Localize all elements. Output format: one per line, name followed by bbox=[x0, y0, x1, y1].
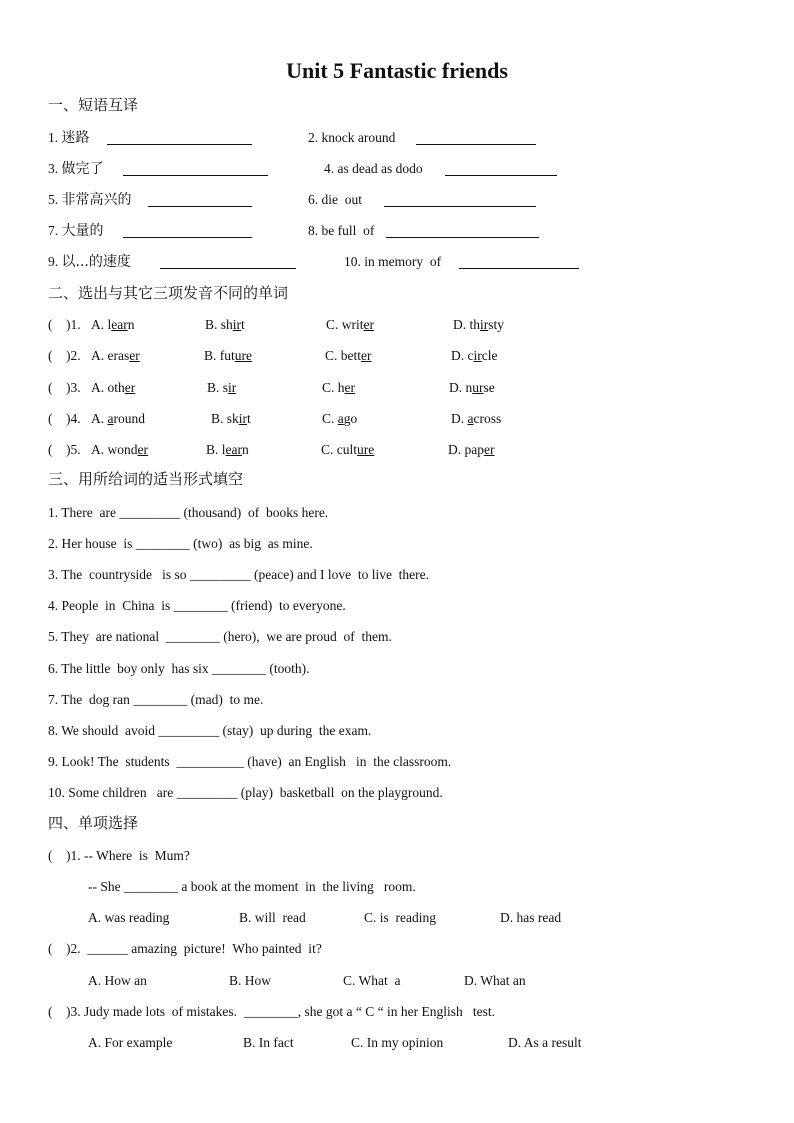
answer-blank[interactable]: _________ bbox=[158, 723, 220, 738]
phrase-item: 7. 大量的 bbox=[48, 223, 104, 239]
pronunciation-option-a[interactable]: A. eraser bbox=[91, 348, 140, 363]
phrase-item: 6. die out bbox=[308, 192, 362, 207]
fill-in-sentence: 10. Some children are _________ (play) basketball on the playground. bbox=[48, 785, 443, 800]
mc-option[interactable]: A. was reading bbox=[88, 910, 170, 925]
mc-option[interactable]: B. How bbox=[229, 973, 272, 988]
phrase-item: 8. be full of bbox=[308, 223, 375, 238]
pronunciation-option-a[interactable]: A. around bbox=[91, 411, 145, 426]
pronunciation-option-a[interactable]: A. other bbox=[91, 380, 136, 395]
fill-in-sentence: 6. The little boy only has six ________ (tooth). bbox=[48, 661, 310, 676]
answer-blank[interactable] bbox=[160, 254, 296, 269]
mc-option[interactable]: A. How an bbox=[88, 973, 147, 988]
phrase-item: 10. in memory of bbox=[344, 254, 442, 269]
phrase-item: 4. as dead as dodo bbox=[324, 161, 423, 176]
mc-question-line: -- She ________ a book at the moment in the living room. bbox=[88, 879, 416, 894]
pronunciation-option-b[interactable]: B. future bbox=[204, 348, 253, 363]
mc-question: ( )1. -- Where is Mum? bbox=[48, 848, 190, 863]
answer-blank[interactable] bbox=[107, 130, 252, 145]
pronunciation-question-number: ( )3. bbox=[48, 380, 81, 395]
answer-blank[interactable]: ________ bbox=[133, 692, 188, 707]
page-title: Unit 5 Fantastic friends bbox=[286, 58, 508, 83]
section-heading-fill-in: 三、用所给词的适当形式填空 bbox=[48, 470, 244, 488]
phrase-item: 3. 做完了 bbox=[48, 161, 104, 177]
mc-option[interactable]: B. In fact bbox=[243, 1035, 294, 1050]
answer-blank[interactable] bbox=[416, 130, 536, 145]
fill-in-sentence: 4. People in China is ________ (friend) to everyone. bbox=[48, 598, 346, 613]
pronunciation-question-number: ( )5. bbox=[48, 442, 81, 457]
phrase-item: 2. knock around bbox=[308, 130, 396, 145]
pronunciation-question-number: ( )4. bbox=[48, 411, 81, 426]
mc-option[interactable]: D. What an bbox=[464, 973, 526, 988]
answer-blank[interactable] bbox=[148, 192, 252, 207]
mc-option[interactable]: C. What a bbox=[343, 973, 401, 988]
section-heading-phrase-translation: 一、短语互译 bbox=[48, 96, 139, 114]
pronunciation-question-number: ( )1. bbox=[48, 317, 81, 332]
pronunciation-option-c[interactable]: C. her bbox=[322, 380, 356, 395]
section-heading-multiple-choice: 四、单项选择 bbox=[48, 814, 139, 832]
phrase-item: 1. 迷路 bbox=[48, 130, 90, 146]
pronunciation-option-d[interactable]: D. circle bbox=[451, 348, 498, 363]
pronunciation-option-a[interactable]: A. wonder bbox=[91, 442, 148, 457]
section-heading-pronunciation: 二、选出与其它三项发音不同的单词 bbox=[48, 284, 289, 302]
mc-option[interactable]: C. In my opinion bbox=[351, 1035, 444, 1050]
fill-in-sentence: 1. There are _________ (thousand) of books here. bbox=[48, 505, 329, 520]
pronunciation-option-c[interactable]: C. writer bbox=[326, 317, 375, 332]
phrase-item: 9. 以...的速度 bbox=[48, 254, 131, 270]
mc-question: ( )2. ______ amazing picture! Who painted it? bbox=[48, 941, 322, 956]
answer-blank[interactable]: ________ bbox=[173, 598, 228, 613]
answer-blank[interactable]: _________ bbox=[189, 567, 251, 582]
pronunciation-option-b[interactable]: B. sir bbox=[207, 380, 237, 395]
answer-blank[interactable]: ________ bbox=[165, 629, 220, 644]
mc-question: ( )3. Judy made lots of mistakes. ________, she got a “ C “ in her English test. bbox=[48, 1004, 495, 1019]
pronunciation-option-a[interactable]: A. learn bbox=[91, 317, 135, 332]
answer-blank[interactable] bbox=[123, 161, 268, 176]
answer-blank[interactable]: ________ bbox=[212, 661, 266, 676]
phrase-item: 5. 非常高兴的 bbox=[48, 192, 132, 208]
mc-option[interactable]: D. has read bbox=[500, 910, 562, 925]
mc-option[interactable]: D. As a result bbox=[508, 1035, 582, 1050]
fill-in-sentence: 7. The dog ran ________ (mad) to me. bbox=[48, 692, 264, 707]
pronunciation-question-number: ( )2. bbox=[48, 348, 81, 363]
pronunciation-option-d[interactable]: D. paper bbox=[448, 442, 495, 457]
fill-in-sentence: 8. We should avoid _________ (stay) up during the exam. bbox=[48, 723, 372, 738]
pronunciation-option-c[interactable]: C. better bbox=[325, 348, 372, 363]
mc-option[interactable]: C. is reading bbox=[364, 910, 436, 925]
fill-in-sentence: 9. Look! The students __________ (have) an English in the classroom. bbox=[48, 754, 452, 769]
pronunciation-option-d[interactable]: D. nurse bbox=[449, 380, 495, 395]
pronunciation-option-c[interactable]: C. culture bbox=[321, 442, 375, 457]
answer-blank[interactable]: ________ bbox=[135, 536, 190, 551]
answer-blank[interactable] bbox=[123, 223, 252, 238]
fill-in-sentence: 2. Her house is ________ (two) as big as mine. bbox=[48, 536, 313, 551]
mc-option[interactable]: A. For example bbox=[88, 1035, 173, 1050]
answer-blank[interactable] bbox=[386, 223, 539, 238]
mc-option[interactable]: B. will read bbox=[239, 910, 306, 925]
pronunciation-option-b[interactable]: B. learn bbox=[206, 442, 249, 457]
fill-in-sentence: 5. They are national ________ (hero), we are proud of them. bbox=[48, 629, 392, 644]
pronunciation-option-b[interactable]: B. skirt bbox=[211, 411, 251, 426]
answer-blank[interactable] bbox=[445, 161, 557, 176]
pronunciation-option-d[interactable]: D. across bbox=[451, 411, 502, 426]
fill-in-sentence: 3. The countryside is so _________ (peace) and I love to live there. bbox=[48, 567, 430, 582]
pronunciation-option-d[interactable]: D. thirsty bbox=[453, 317, 505, 332]
pronunciation-option-c[interactable]: C. ago bbox=[322, 411, 358, 426]
pronunciation-option-b[interactable]: B. shirt bbox=[205, 317, 245, 332]
answer-blank[interactable]: _________ bbox=[119, 505, 181, 520]
answer-blank[interactable]: __________ bbox=[176, 754, 244, 769]
answer-blank[interactable]: _________ bbox=[176, 785, 238, 800]
answer-blank[interactable] bbox=[459, 254, 579, 269]
answer-blank[interactable] bbox=[384, 192, 536, 207]
